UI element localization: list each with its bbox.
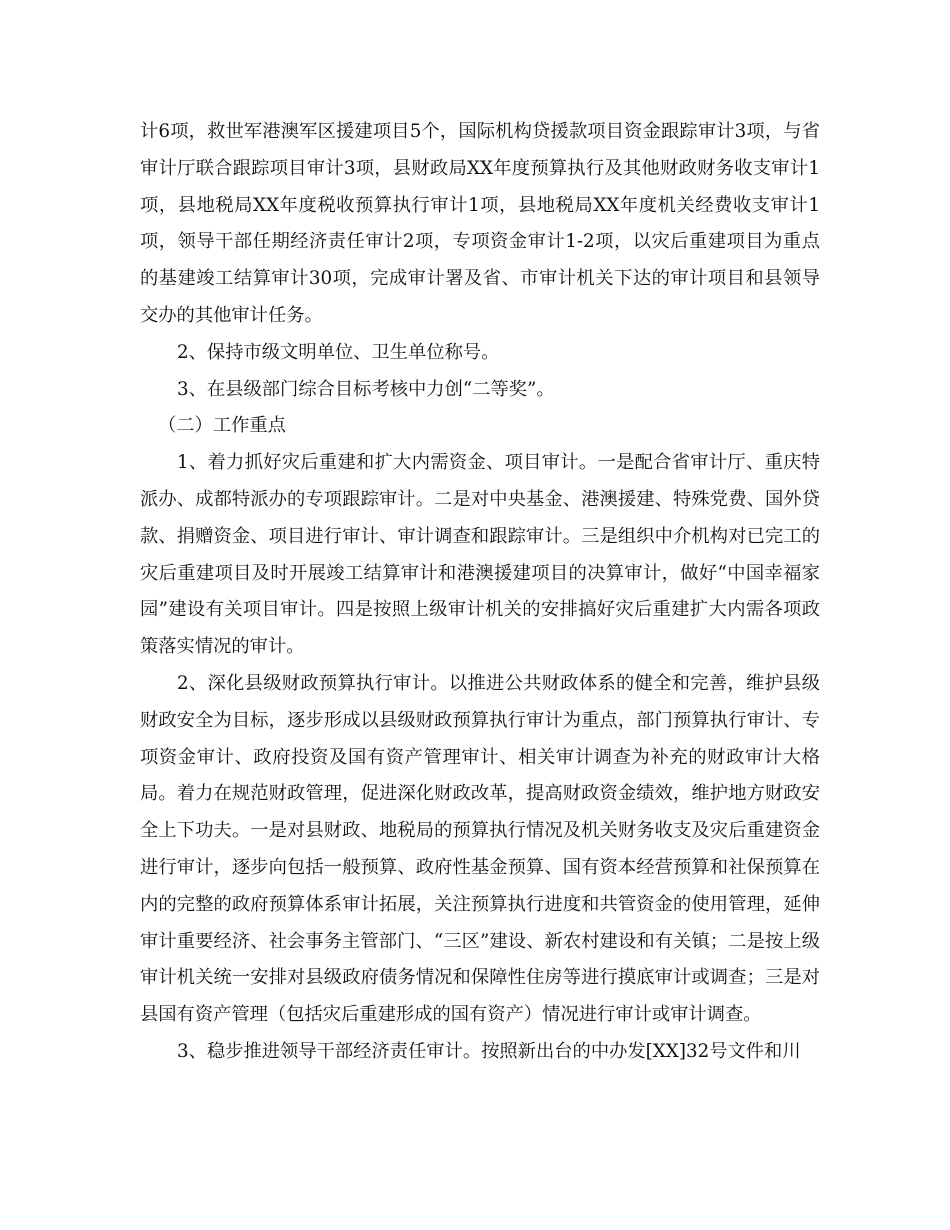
paragraph-focus-2: 2、深化县级财政预算执行审计。以推进公共财政体系的健全和完善，维护县级财政安全为目标，逐步形成以县级财政预算执行审计为重点，部门预算执行审计、专项资金审计、政府投资及国有资产管理审计、相关审计调查为补充的财政审计大格局。着力在规范财政管理，促进深化财政改革，提高财政资金绩效，维护地方财政安全上下功夫。一是对县财政、地税局的预算执行情况及机关财务收支及灾后重建资金进行审计，逐步向包括一般预算、政府性基金预算、国有资本经营预算和社保预算在内的完整的政府预算体系审计拓展，关注预算执行进度和共管资金的使用管理，延伸审计重要经济、社会事务主管部门、“三区”建设、新农村建设和有关镇；二是按上级审计机关统一安排对县级政府债务情况和保障性住房等进行摸底审计或调查；三是对县国有资产管理（包括灾后重建形成的国有资产）情况进行审计或审计调查。 (140, 672, 820, 1026)
paragraph-item-2: 2、保持市级文明单位、卫生单位称号。 (177, 341, 500, 363)
document-body (140, 114, 820, 1071)
section-heading: （二）工作重点 (158, 415, 286, 437)
paragraph-focus-3: 3、稳步推进领导干部经济责任审计。按照新出台的中办发[XX]32号文件和川 (177, 1040, 801, 1062)
paragraph-focus-1: 1、着力抓好灾后重建和扩大内需资金、项目审计。一是配合省审计厅、重庆特派办、成都特派办的专项跟踪审计。二是对中央基金、港澳援建、特殊党费、国外贷款、捐赠资金、项目进行审计、审计调查和跟踪审计。三是组织中介机构对已完工的灾后重建项目及时开展竣工结算审计和港澳援建项目的决算审计，做好“中国幸福家园”建设有关项目审计。四是按照上级审计机关的安排搞好灾后重建扩大内需各项政策落实情况的审计。 (140, 452, 820, 658)
paragraph-item-3: 3、在县级部门综合目标考核中力创“二等奖”。 (177, 378, 555, 400)
paragraph-continuation: 计6项，救世军港澳军区援建项目5个，国际机构贷援款项目资金跟踪审计3项，与省审计厅联合跟踪项目审计3项，县财政局XX年度预算执行及其他财政财务收支审计1项，县地税局XX年度税收预算执行审计1项，县地税局XX年度机关经费收支审计1项，领导干部任期经济责任审计2项，专项资金审计1-2项，以灾后重建项目为重点的基建竣工结算审计30项，完成审计署及省、市审计机关下达的审计项目和县领导交办的其他审计任务。 (140, 121, 820, 326)
